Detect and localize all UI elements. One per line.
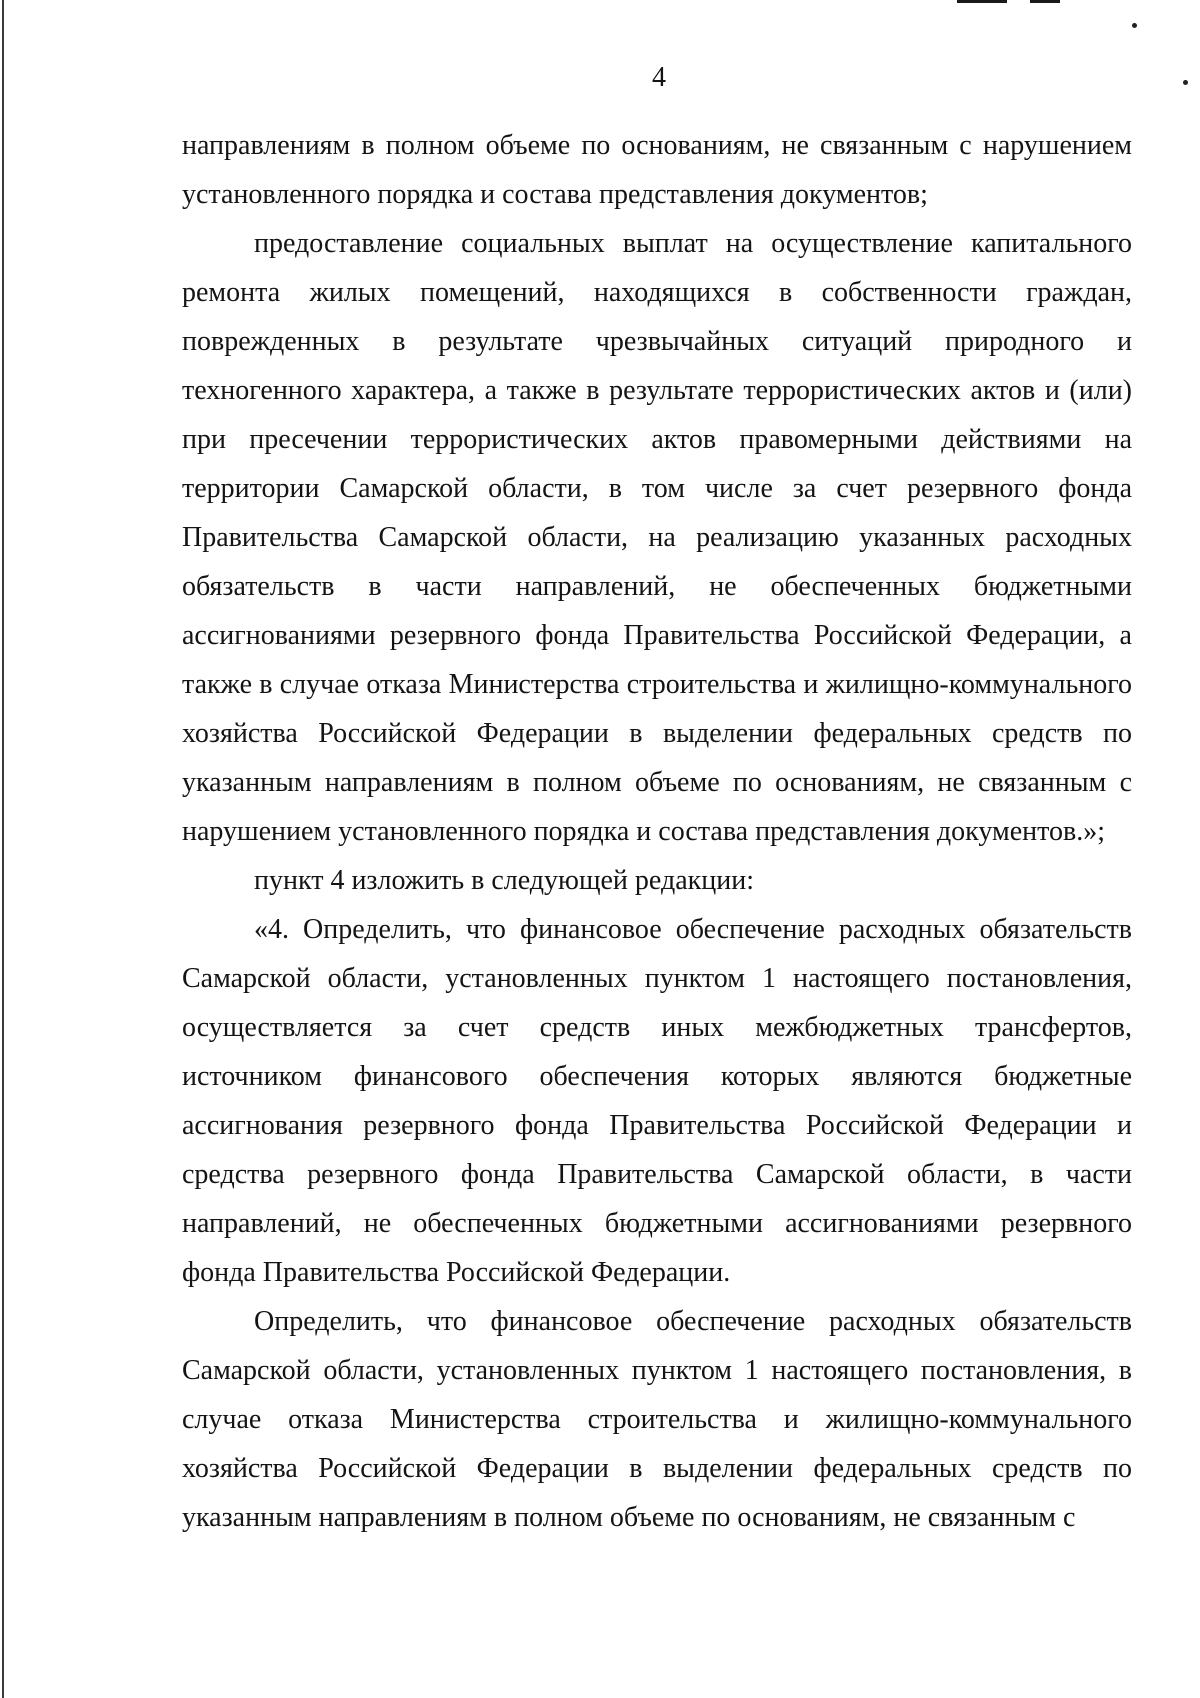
scan-mark	[957, 0, 1007, 3]
paragraph: предоставление социальных выплат на осуществление капитального ремонта жилых помещений, находящихся в собственности граждан, поврежденных в результате чрезвычайных ситуаций природного и техногенного характера, а также в результате террористических актов и (или) при пресечении террористических актов правомерными действиями на территории Самарской области, в том числе за счет резервного фонда Правительства Самарской области, на реализацию указанных расходных обязательств в части направлений, не обеспеченных бюджетными ассигнованиями резервного фонда Правительства Российской Федерации, а также в случае отказа Министерства строительства и жилищно-коммунального хозяйства Российской Федерации в выделении федеральных средств по указанным направлениям в полном объеме по основаниям, не связанным с нарушением установленного порядка и состава представления документов.»;	[182, 228, 1132, 847]
paragraph: Определить, что финансовое обеспечение расходных обязательств Самарской области, установленных пунктом 1 настоящего постановления, в случае отказа Министерства строительства и жилищно-коммунального хозяйства Российской Федерации в выделении федеральных средств по указанным направлениям в полном объеме по основаниям, не связанным с	[182, 1306, 1132, 1533]
page-number: 4	[652, 62, 666, 93]
document-body	[182, 121, 1132, 1542]
paragraph: пункт 4 изложить в следующей редакции:	[254, 865, 754, 896]
scan-mark	[1030, 0, 1060, 3]
scan-left-edge	[2, 0, 4, 1698]
scan-dot	[1132, 23, 1137, 28]
paragraph: «4. Определить, что финансовое обеспечение расходных обязательств Самарской области, установленных пунктом 1 настоящего постановления, осуществляется за счет средств иных межбюджетных трансфертов, источником финансового обеспечения которых являются бюджетные ассигнования резервного фонда Правительства Российской Федерации и средства резервного фонда Правительства Самарской области, в части направлений, не обеспеченных бюджетными ассигнованиями резервного фонда Правительства Российской Федерации.	[182, 914, 1132, 1288]
paragraph: направлениям в полном объеме по основаниям, не связанным с нарушением установленного порядка и состава представления документов;	[182, 130, 1132, 210]
